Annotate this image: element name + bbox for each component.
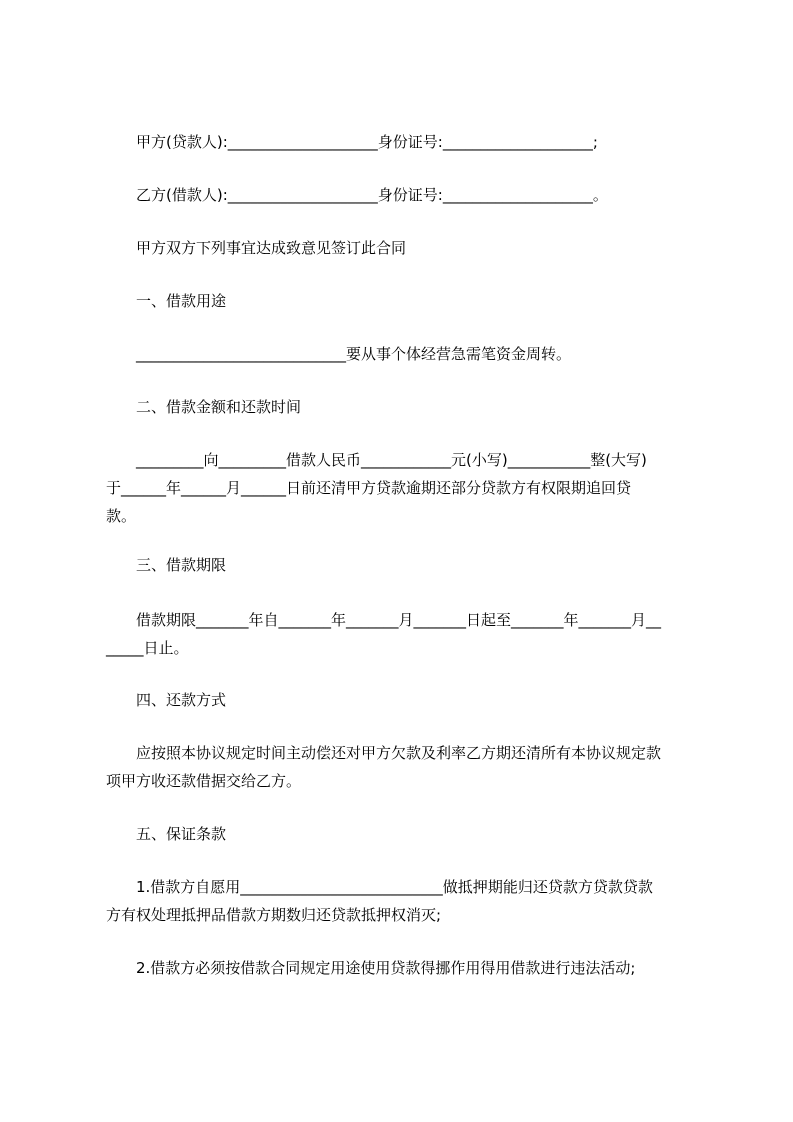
- party-b-line: 乙方(借款人):____________________身份证号:____________________。: [136, 186, 608, 204]
- party-a-line: 甲方(贷款人):____________________身份证号:____________________;: [136, 133, 598, 151]
- section-5-heading: 五、保证条款: [136, 825, 227, 843]
- guarantee-clause-2: 2.借款方必须按借款合同规定用途使用贷款得挪作用得用借款进行违法活动;: [136, 959, 636, 977]
- section-2-heading: 二、借款金额和还款时间: [136, 398, 302, 416]
- repayment-line-2: 项甲方收还款借据交给乙方。: [106, 772, 302, 790]
- loan-term-line-1: 借款期限_______年自_______年_______月_______日起至_______年_______月__: [136, 611, 662, 629]
- section-4-heading: 四、还款方式: [136, 691, 227, 709]
- agreement-intro: 甲方双方下列事宜达成致意见签订此合同: [136, 239, 407, 257]
- loan-purpose-line: ____________________________要从事个体经营急需笔资金周转。: [136, 345, 572, 363]
- section-1-heading: 一、借款用途: [136, 292, 227, 310]
- loan-term-line-2: _____日止。: [106, 639, 189, 657]
- repayment-line-1: 应按照本协议规定时间主动偿还对甲方欠款及利率乙方期还清所有本协议规定款: [136, 744, 662, 762]
- section-3-heading: 三、借款期限: [136, 556, 227, 574]
- loan-amount-line-3: 款。: [106, 507, 137, 525]
- loan-amount-line-1: _________向_________借款人民币____________元(小写)___________整(大写): [136, 451, 647, 469]
- loan-amount-line-2: 于______年______月______日前还清甲方贷款逾期还部分贷款方有权限期追回贷: [106, 479, 632, 497]
- guarantee-clause-1-line-2: 方有权处理抵押品借款方期数归还贷款抵押权消灭;: [106, 906, 442, 924]
- guarantee-clause-1-line-1: 1.借款方自愿用___________________________做抵押期能归还贷款方贷款贷款: [136, 878, 653, 896]
